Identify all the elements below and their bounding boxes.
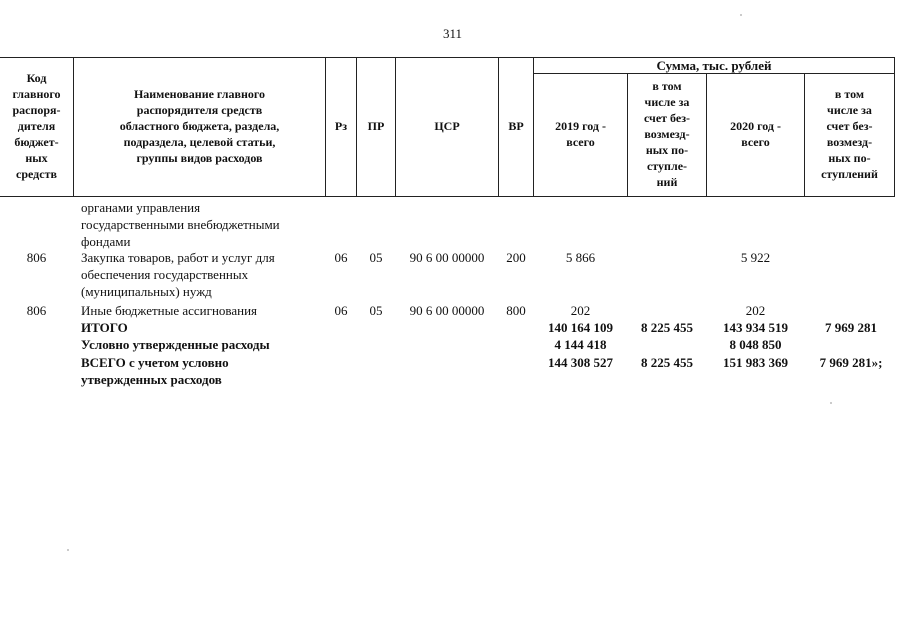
- scan-speck: [830, 402, 832, 404]
- header-code: [0, 70, 73, 182]
- row-name-line: Закупка товаров, работ и услуг для: [81, 250, 275, 265]
- row-2020-incl-cell: 7 969 281»;: [819, 355, 883, 370]
- row-rz-cell: 06: [334, 303, 348, 318]
- row-2019-incl-cell: 8 225 455: [641, 355, 693, 370]
- header-2019-incl-line: возмезд-: [644, 127, 690, 141]
- row-name-line: обеспечения государственных: [81, 267, 249, 282]
- header-2019-incl-line: в том: [652, 79, 682, 93]
- row-name-line: государственными внебюджетными: [81, 217, 280, 232]
- header-bottom-border: [0, 196, 895, 197]
- header-2019-total-line: 2019 год -: [555, 119, 606, 133]
- row-vr-cell: 200: [506, 250, 526, 265]
- header-csr: ЦСР: [434, 119, 460, 133]
- row-pr-cell: 05: [369, 250, 383, 265]
- scan-speck: [740, 14, 742, 16]
- row-code-cell: 806: [26, 250, 47, 265]
- header-2019-incl-line: ступле-: [646, 159, 688, 173]
- header-rz: Рз: [334, 119, 348, 133]
- row-2020-total-cell: 5 922: [740, 250, 771, 265]
- header-2020-total-line: всего: [741, 135, 770, 149]
- header-sum-title: Сумма, тыс. рублей: [656, 58, 772, 73]
- header-name-line: группы видов расходов: [136, 151, 263, 165]
- header-pr: ПР: [367, 119, 385, 133]
- header-2019-total: [534, 118, 627, 150]
- header-code-line: средств: [16, 167, 57, 181]
- row-2019-total-cell: 5 866: [565, 250, 596, 265]
- header-2019-total-line: всего: [566, 135, 595, 149]
- row-pr-cell: 05: [369, 303, 383, 318]
- row-2020-total-cell: 143 934 519: [723, 320, 788, 335]
- row-name-line: утвержденных расходов: [81, 372, 222, 387]
- row-rz-cell: 06: [334, 250, 348, 265]
- header-name-line: Наименование главного: [133, 87, 266, 101]
- header-code-line: распоря-: [12, 103, 61, 117]
- header-2020-incl-line: счет без-: [826, 119, 873, 133]
- header-2020-incl-line: ступлений: [821, 167, 878, 181]
- row-2020-total-cell: 151 983 369: [723, 355, 788, 370]
- header-code-line: Код: [26, 71, 47, 85]
- row-name-line: Иные бюджетные ассигнования: [81, 303, 258, 318]
- row-name-line: (муниципальных) нужд: [81, 284, 212, 299]
- header-vr: ВР: [508, 119, 524, 133]
- header-name: [74, 86, 325, 166]
- header-2020-incl-line: возмезд-: [826, 135, 873, 149]
- row-name-line: ВСЕГО с учетом условно: [81, 355, 229, 370]
- header-2019-incl-line: числе за: [644, 95, 690, 109]
- header-2019-incl-line: ний: [656, 175, 678, 189]
- row-vr-cell: 800: [506, 303, 526, 318]
- row-2019-total-cell: 4 144 418: [554, 337, 607, 352]
- row-2019-total-cell: 144 308 527: [548, 355, 613, 370]
- row-2020-total-cell: 202: [745, 303, 766, 318]
- row-csr-cell: 90 6 00 00000: [409, 250, 485, 265]
- row-2019-incl-cell: 8 225 455: [641, 320, 693, 335]
- row-name-line: органами управления: [81, 200, 201, 215]
- row-2019-total-cell: 140 164 109: [548, 320, 613, 335]
- page-number: 311: [442, 26, 463, 41]
- row-code-cell: 806: [26, 303, 47, 318]
- header-name-line: подраздела, целевой статьи,: [123, 135, 276, 149]
- header-2020-incl-line: в том: [834, 87, 865, 101]
- header-2020-incl-line: ных по-: [828, 151, 871, 165]
- header-name-line: областного бюджета, раздела,: [119, 119, 280, 133]
- header-code-line: главного: [12, 87, 61, 101]
- header-2020-incl: [805, 86, 894, 182]
- header-code-line: бюджет-: [14, 135, 59, 149]
- row-2019-total-cell: 202: [570, 303, 591, 318]
- header-2019-incl-line: счет без-: [643, 111, 691, 125]
- header-2019-incl-line: ных по-: [645, 143, 689, 157]
- col-divider-right: [894, 57, 895, 197]
- header-code-line: ных: [25, 151, 48, 165]
- header-name-line: распорядителя средств: [136, 103, 263, 117]
- header-2020-incl-line: числе за: [827, 103, 872, 117]
- row-2020-incl-cell: 7 969 281: [825, 320, 877, 335]
- header-2020-total: [707, 118, 804, 150]
- row-2020-total-cell: 8 048 850: [729, 337, 782, 352]
- header-2020-total-line: 2020 год -: [730, 119, 781, 133]
- scan-speck: [67, 549, 69, 551]
- row-name-line: ИТОГО: [81, 320, 128, 335]
- header-2019-incl: [628, 78, 706, 190]
- row-name-line: Условно утвержденные расходы: [81, 337, 270, 352]
- header-code-line: дителя: [17, 119, 56, 133]
- row-csr-cell: 90 6 00 00000: [409, 303, 485, 318]
- row-name-line: фондами: [81, 234, 131, 249]
